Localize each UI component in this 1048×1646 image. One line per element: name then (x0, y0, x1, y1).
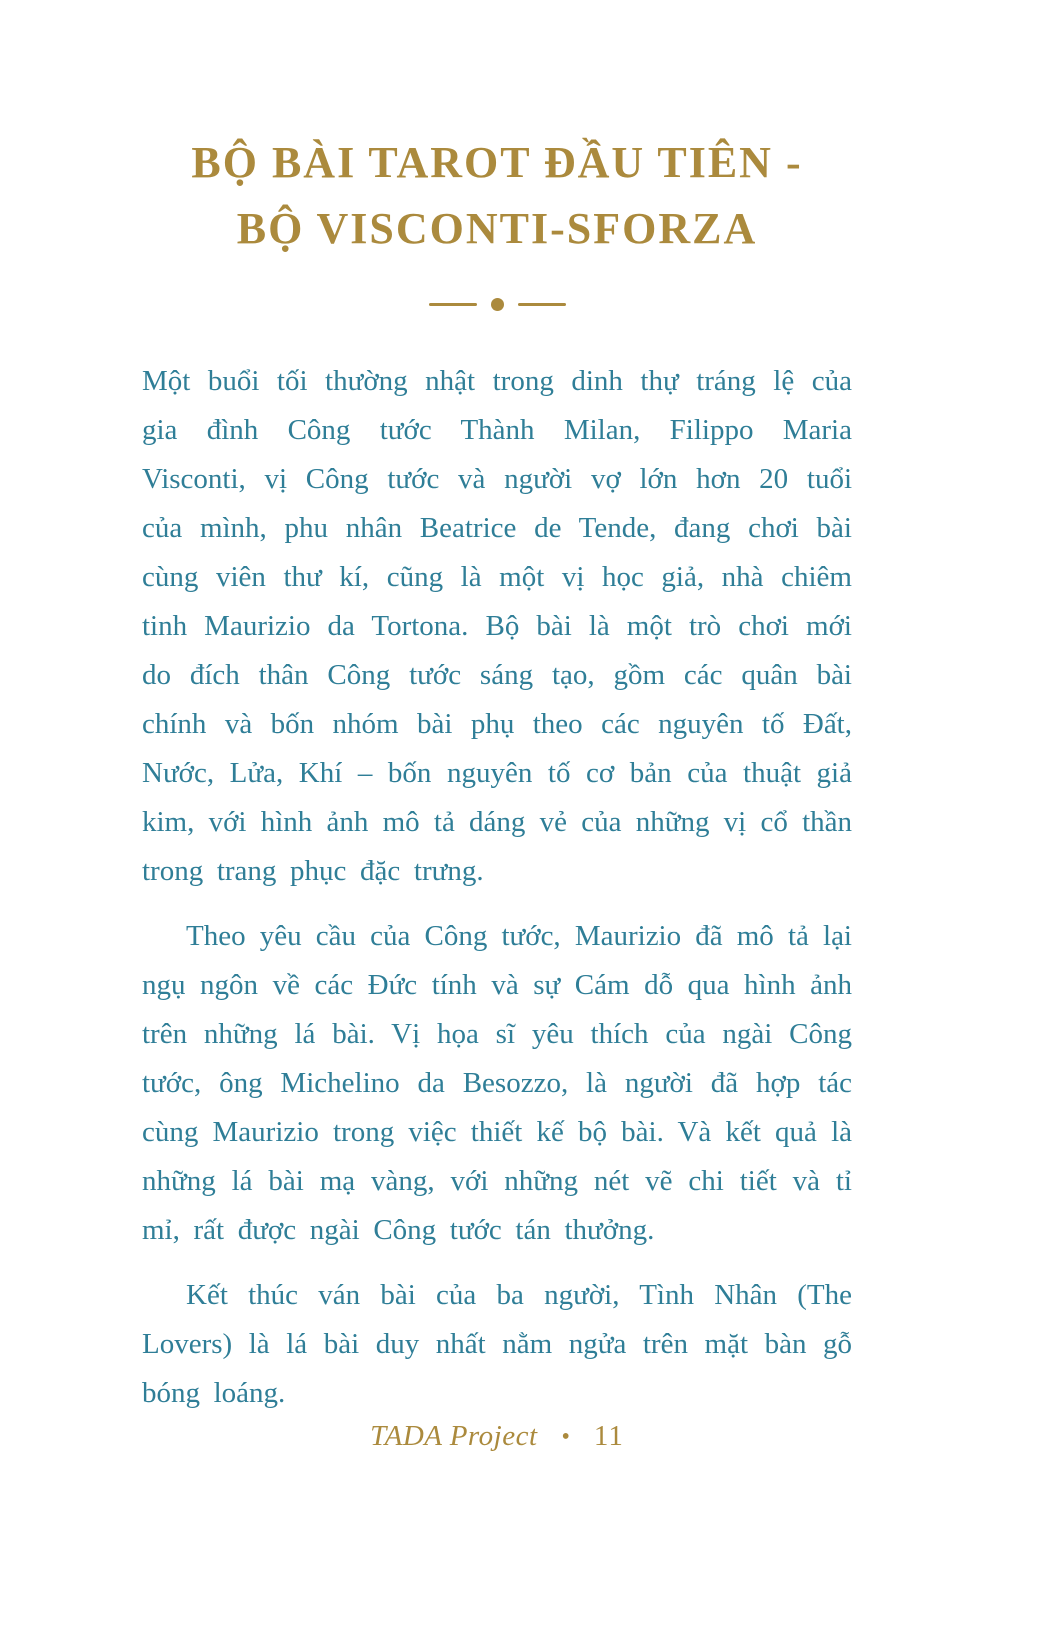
footer-page-number: 11 (593, 1420, 624, 1452)
paragraph: Một buổi tối thường nhật trong dinh thự tráng lệ của gia đình Công tước Thành Milan, Filippo Maria Visconti, vị Công tước và người vợ lớn hơn 20 tuổi của mình, phu nhân Beatrice de Tende, đang chơi bài cùng viên thư kí, cũng là một vị học giả, nhà chiêm tinh Maurizio da Tortona. Bộ bài là một trò chơi mới do đích thân Công tước sáng tạo, gồm các quân bài chính và bốn nhóm bài phụ theo các nguyên tố Đất, Nước, Lửa, Khí – bốn nguyên tố cơ bản của thuật giả kim, với hình ảnh mô tả dáng vẻ của những vị cổ thần trong trang phục đặc trưng. (142, 365, 852, 887)
divider-dot-icon (491, 298, 504, 311)
footer-separator-dot: • (561, 1423, 570, 1450)
page-footer (0, 1420, 994, 1453)
divider-ornament (142, 298, 852, 311)
page-title-line2: BỘ VISCONTI-SFORZA (236, 204, 758, 253)
body-text (142, 357, 852, 1418)
page-title-line1: BỘ BÀI TAROT ĐẦU TIÊN - (191, 138, 803, 187)
paragraph: Kết thúc ván bài của ba người, Tình Nhân (The Lovers) là lá bài duy nhất nằm ngửa trên mặt bàn gỗ bóng loáng. (142, 1279, 852, 1409)
paragraph: Theo yêu cầu của Công tước, Maurizio đã mô tả lại ngụ ngôn về các Đức tính và sự Cám dỗ qua hình ảnh trên những lá bài. Vị họa sĩ yêu thích của ngài Công tước, ông Michelino da Besozzo, là người đã hợp tác cùng Maurizio trong việc thiết kế bộ bài. Và kết quả là những lá bài mạ vàng, với những nét vẽ chi tiết và tỉ mỉ, rất được ngài Công tước tán thưởng. (142, 920, 852, 1246)
divider-line-left (429, 303, 477, 306)
footer-brand: TADA Project (370, 1420, 538, 1452)
divider-line-right (518, 303, 566, 306)
page-title (142, 130, 852, 262)
